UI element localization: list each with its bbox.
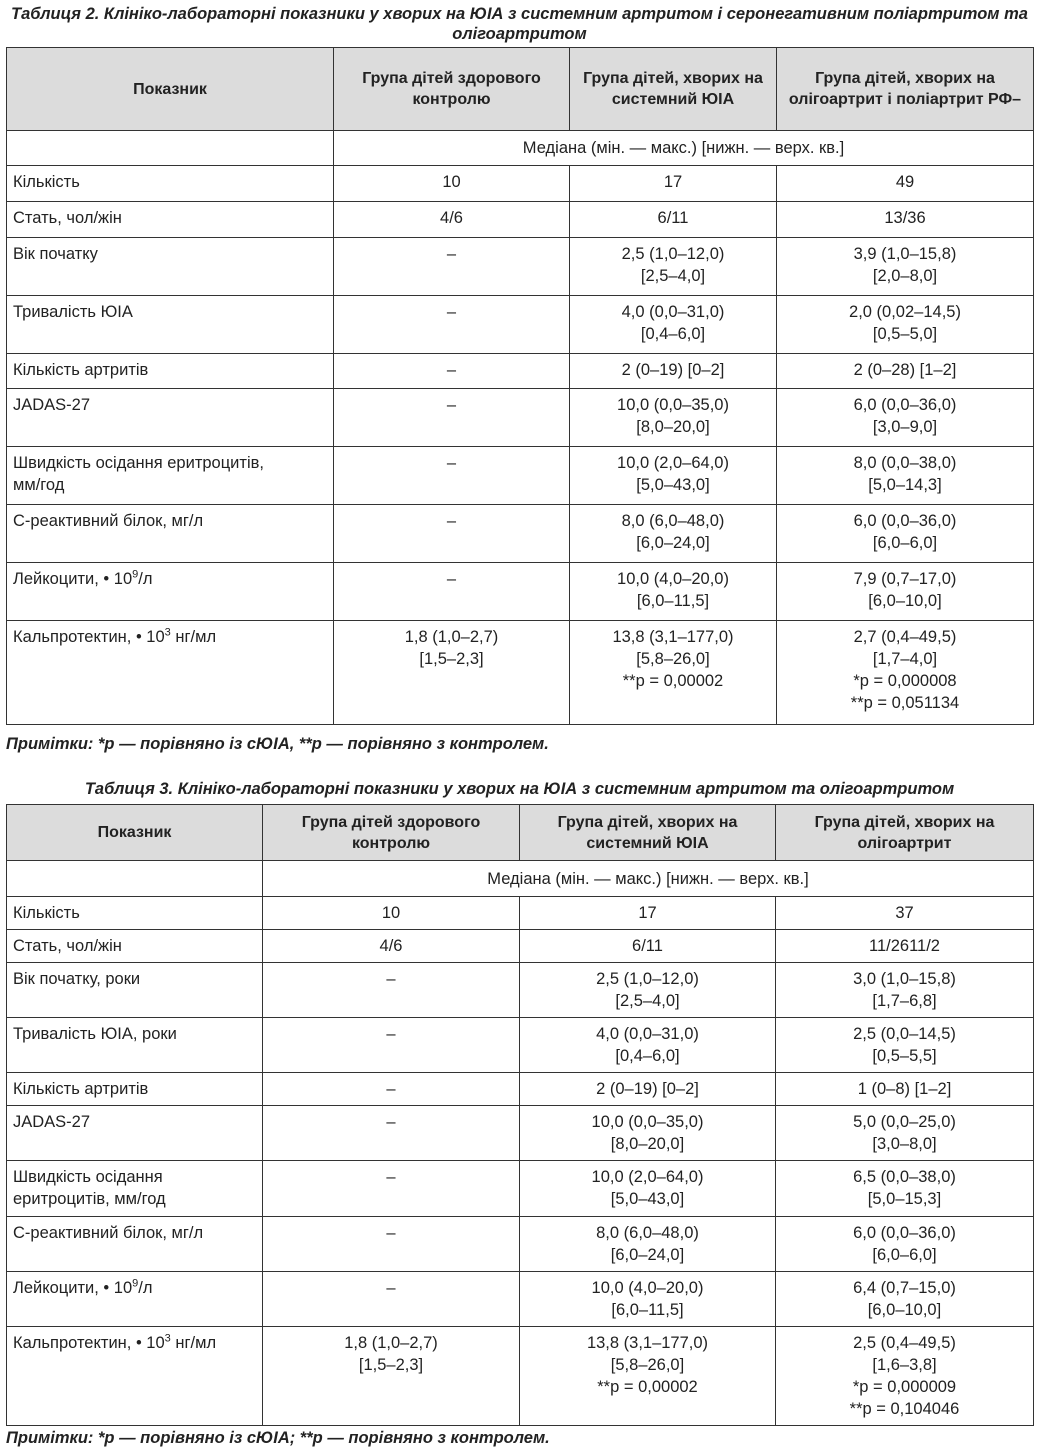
- cell-control: 1,8 (1,0–2,7) [1,5–2,3]: [263, 1327, 520, 1426]
- cell-other: 1 (0–8) [1–2]: [776, 1073, 1034, 1106]
- cell-control: 1,8 (1,0–2,7) [1,5–2,3]: [334, 621, 570, 725]
- cell-control: –: [263, 1217, 520, 1272]
- row-label: JADAS-27: [7, 1106, 263, 1161]
- table-row: [7, 621, 1034, 725]
- empty-cell: [7, 861, 263, 897]
- row-label: JADAS-27: [7, 389, 334, 447]
- cell-systemic: 13,8 (3,1–177,0) [5,8–26,0] **p = 0,00002: [570, 621, 777, 725]
- row-label: Вік початку, роки: [7, 963, 263, 1018]
- table-row: [7, 930, 1034, 963]
- cell-other: 11/2611/2: [776, 930, 1034, 963]
- table-header-row: [7, 48, 1034, 131]
- row-label: Лейкоцити, • $10^9/л$: [7, 563, 334, 621]
- cell-other: 3,9 (1,0–15,8) [2,0–8,0]: [777, 238, 1034, 296]
- table-row: [7, 131, 1034, 166]
- cell-systemic: 10,0 (4,0–20,0) [6,0–11,5]: [570, 563, 777, 621]
- cell-systemic: 17: [570, 166, 777, 202]
- cell-other: 2,0 (0,02–14,5) [0,5–5,0]: [777, 296, 1034, 354]
- cell-systemic: 8,0 (6,0–48,0) [6,0–24,0]: [570, 505, 777, 563]
- cell-control: –: [334, 447, 570, 505]
- row-label: Стать, чол/жін: [7, 202, 334, 238]
- row-label: Вік початку: [7, 238, 334, 296]
- row-label: Кількість: [7, 897, 263, 930]
- table-row: [7, 1161, 1034, 1217]
- row-label: С-реактивний білок, мг/л: [7, 1217, 263, 1272]
- row-label: Кількість артритів: [7, 354, 334, 389]
- cell-control: 4/6: [334, 202, 570, 238]
- row-label: Кальпротектин, • $10^3$ нг/мл: [7, 1327, 263, 1426]
- cell-other: 37: [776, 897, 1034, 930]
- cell-systemic: 2 (0–19) [0–2]: [570, 354, 777, 389]
- cell-systemic: 10,0 (2,0–64,0) [5,0–43,0]: [570, 447, 777, 505]
- table-3: [6, 804, 1034, 1426]
- cell-other: 6,4 (0,7–15,0) [6,0–10,0]: [776, 1272, 1034, 1327]
- table-2: [6, 47, 1034, 725]
- cell-control: 10: [263, 897, 520, 930]
- cell-other: 2,5 (0,4–49,5) [1,6–3,8] *p = 0,000009 **p = 0,104046: [776, 1327, 1034, 1426]
- table-row: [7, 1217, 1034, 1272]
- cell-systemic: 2 (0–19) [0–2]: [520, 1073, 776, 1106]
- row-label: Лейкоцити, • $10^9/л$: [7, 1272, 263, 1327]
- table-3-note: Примітки: *р — порівняно із сЮІА; **р — порівняно з контролем.: [6, 1429, 550, 1447]
- cell-other: 7,9 (0,7–17,0) [6,0–10,0]: [777, 563, 1034, 621]
- table-row: [7, 1018, 1034, 1073]
- cell-other: 2,7 (0,4–49,5) [1,7–4,0] *p = 0,000008 **p = 0,051134: [777, 621, 1034, 725]
- cell-control: 10: [334, 166, 570, 202]
- cell-other: 6,0 (0,0–36,0) [3,0–9,0]: [777, 389, 1034, 447]
- cell-systemic: 2,5 (1,0–12,0) [2,5–4,0]: [570, 238, 777, 296]
- cell-other: 3,0 (1,0–15,8) [1,7–6,8]: [776, 963, 1034, 1018]
- table-row: [7, 1327, 1034, 1426]
- row-label: С-реактивний білок, мг/л: [7, 505, 334, 563]
- row-label: Кількість: [7, 166, 334, 202]
- table-row: [7, 897, 1034, 930]
- cell-control: 4/6: [263, 930, 520, 963]
- row-label: Кальпротектин, • $10^3$ нг/мл: [7, 621, 334, 725]
- cell-systemic: 17: [520, 897, 776, 930]
- table-row: [7, 1073, 1034, 1106]
- row-label: Тривалість ЮІА: [7, 296, 334, 354]
- header-oligo-group: Група дітей, хворих на олігоартрит: [776, 805, 1034, 861]
- cell-systemic: 6/11: [570, 202, 777, 238]
- cell-control: –: [263, 1073, 520, 1106]
- table-row: [7, 1272, 1034, 1327]
- cell-systemic: 10,0 (4,0–20,0) [6,0–11,5]: [520, 1272, 776, 1327]
- cell-other: 8,0 (0,0–38,0) [5,0–14,3]: [777, 447, 1034, 505]
- cell-control: –: [334, 563, 570, 621]
- cell-control: –: [263, 1106, 520, 1161]
- cell-control: –: [263, 963, 520, 1018]
- table-row: [7, 861, 1034, 897]
- table-row: [7, 166, 1034, 202]
- cell-control: –: [334, 389, 570, 447]
- table-row: [7, 505, 1034, 563]
- table-row: [7, 354, 1034, 389]
- cell-other: 49: [777, 166, 1034, 202]
- table-row: [7, 447, 1034, 505]
- cell-systemic: 8,0 (6,0–48,0) [6,0–24,0]: [520, 1217, 776, 1272]
- table-row: [7, 1106, 1034, 1161]
- cell-other: 6,0 (0,0–36,0) [6,0–6,0]: [776, 1217, 1034, 1272]
- cell-control: –: [263, 1161, 520, 1217]
- cell-control: –: [334, 296, 570, 354]
- cell-systemic: 10,0 (0,0–35,0) [8,0–20,0]: [520, 1106, 776, 1161]
- header-indicator: Показник: [7, 805, 263, 861]
- row-label: Кількість артритів: [7, 1073, 263, 1106]
- header-systemic-group: Група дітей, хворих на системний ЮІА: [520, 805, 776, 861]
- cell-systemic: 10,0 (2,0–64,0) [5,0–43,0]: [520, 1161, 776, 1217]
- table-2-note: Примітки: *р — порівняно із сЮІА, **р — порівняно з контролем.: [6, 735, 549, 753]
- cell-control: –: [334, 505, 570, 563]
- header-oligo-poly-group: Група дітей, хворих на олігоартрит і поліартрит РФ–: [777, 48, 1034, 131]
- header-control-group: Група дітей здорового контролю: [334, 48, 570, 131]
- cell-control: –: [334, 354, 570, 389]
- table-3-caption: Таблиця 3. Клініко-лабораторні показники у хворих на ЮІА з системним артритом та олігоартритом: [84, 780, 955, 798]
- table-2-caption: Таблиця 2. Клініко-лабораторні показники у хворих на ЮІА з системним артритом і серонегативним поліартритом та олігоартритом: [11, 5, 1028, 43]
- median-note: Медіана (мін. — макс.) [нижн. — верх. кв.]: [334, 131, 1034, 166]
- cell-other: 6,5 (0,0–38,0) [5,0–15,3]: [776, 1161, 1034, 1217]
- table-row: [7, 963, 1034, 1018]
- table-row: [7, 238, 1034, 296]
- row-label: Швидкість осідання еритроцитів, мм/год: [7, 1161, 263, 1217]
- cell-other: 2 (0–28) [1–2]: [777, 354, 1034, 389]
- cell-systemic: 10,0 (0,0–35,0) [8,0–20,0]: [570, 389, 777, 447]
- cell-systemic: 13,8 (3,1–177,0) [5,8–26,0] **p = 0,00002: [520, 1327, 776, 1426]
- table-header-row: [7, 805, 1034, 861]
- cell-control: –: [334, 238, 570, 296]
- cell-systemic: 4,0 (0,0–31,0) [0,4–6,0]: [570, 296, 777, 354]
- median-note: Медіана (мін. — макс.) [нижн. — верх. кв.]: [263, 861, 1034, 897]
- header-systemic-group: Група дітей, хворих на системний ЮІА: [570, 48, 777, 131]
- empty-cell: [7, 131, 334, 166]
- cell-other: 13/36: [777, 202, 1034, 238]
- cell-systemic: 6/11: [520, 930, 776, 963]
- table-row: [7, 296, 1034, 354]
- cell-other: 6,0 (0,0–36,0) [6,0–6,0]: [777, 505, 1034, 563]
- row-label: Швидкість осідання еритроцитів, мм/год: [7, 447, 334, 505]
- cell-other: 2,5 (0,0–14,5) [0,5–5,5]: [776, 1018, 1034, 1073]
- cell-control: –: [263, 1272, 520, 1327]
- header-indicator: Показник: [7, 48, 334, 131]
- table-row: [7, 202, 1034, 238]
- cell-other: 5,0 (0,0–25,0) [3,0–8,0]: [776, 1106, 1034, 1161]
- table-row: [7, 563, 1034, 621]
- row-label: Тривалість ЮІА, роки: [7, 1018, 263, 1073]
- cell-control: –: [263, 1018, 520, 1073]
- table-row: [7, 389, 1034, 447]
- header-control-group: Група дітей здорового контролю: [263, 805, 520, 861]
- cell-systemic: 4,0 (0,0–31,0) [0,4–6,0]: [520, 1018, 776, 1073]
- cell-systemic: 2,5 (1,0–12,0) [2,5–4,0]: [520, 963, 776, 1018]
- row-label: Стать, чол/жін: [7, 930, 263, 963]
